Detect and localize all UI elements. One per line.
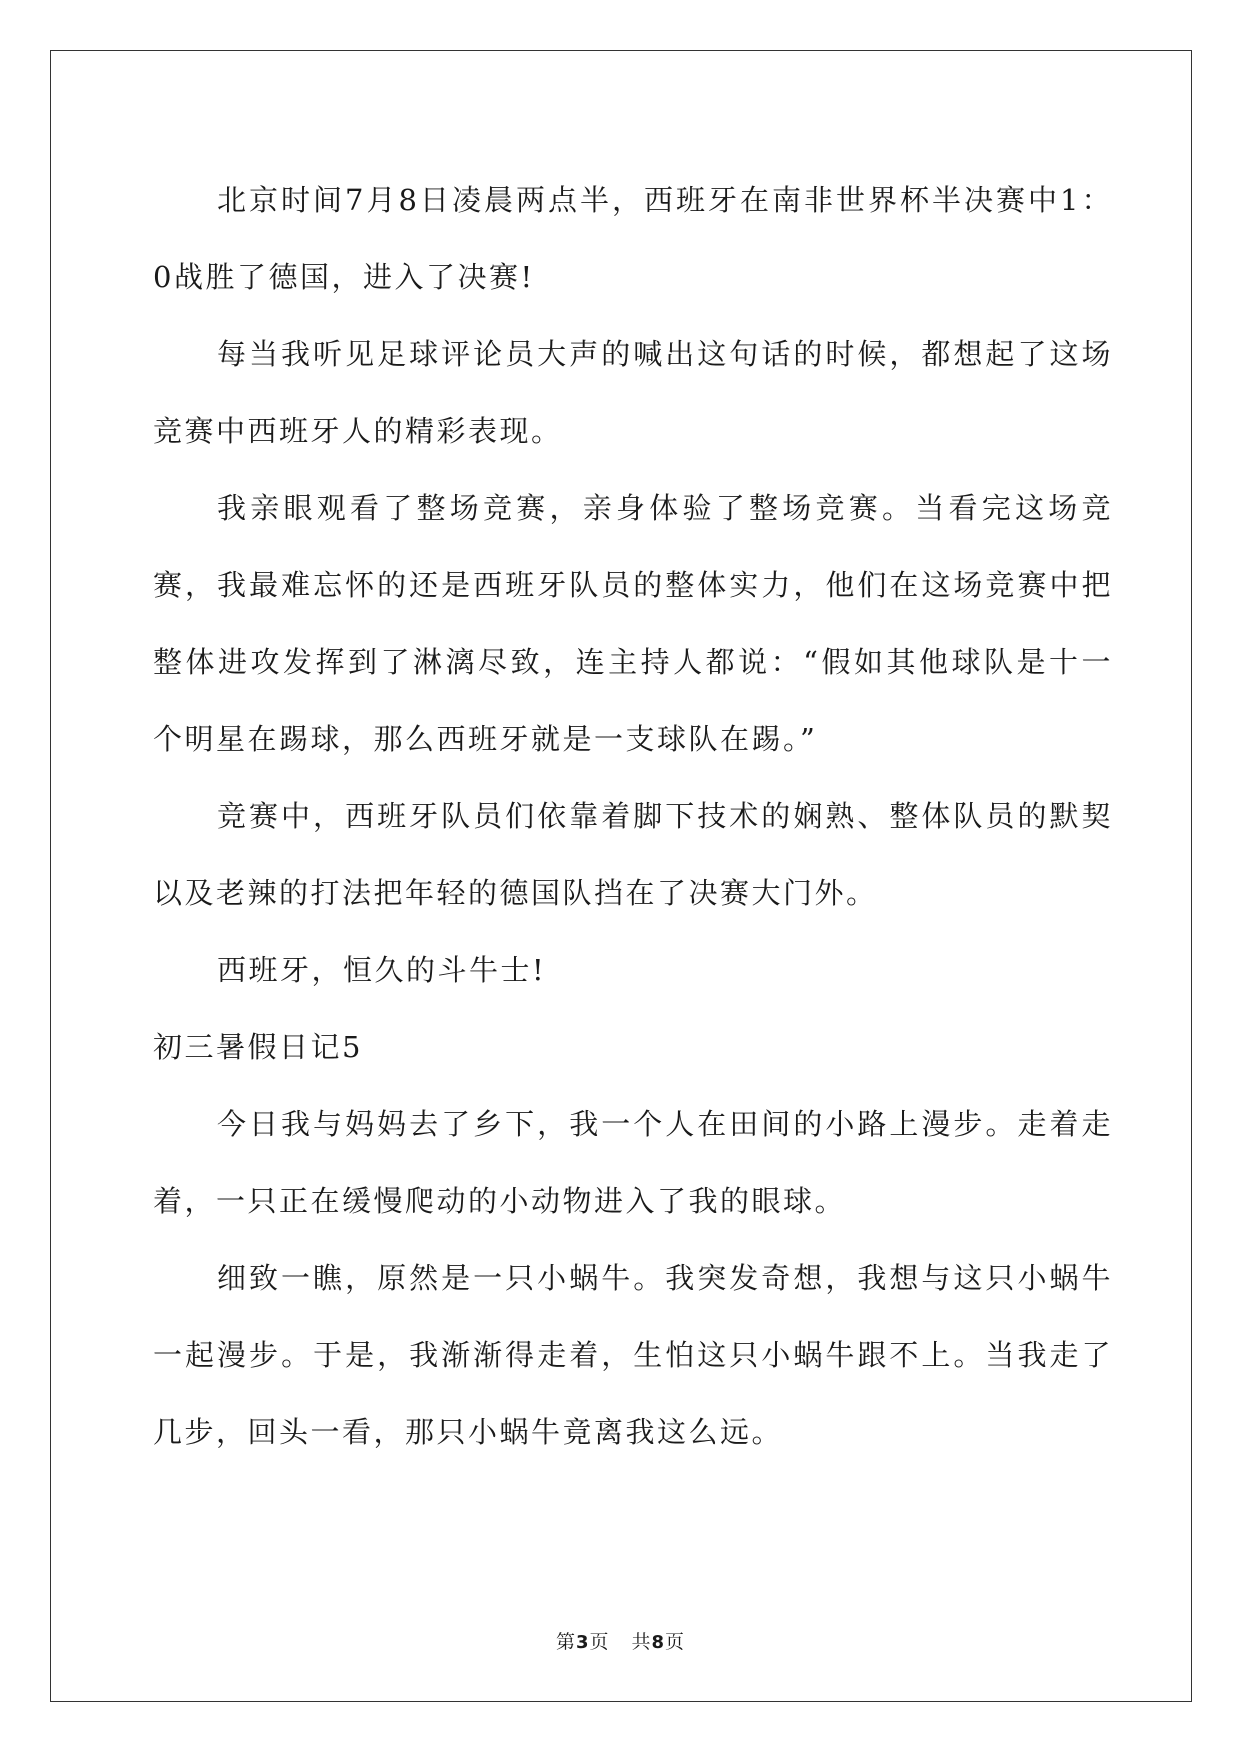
page-footer (0, 1627, 1241, 1654)
paragraph: 细致一瞧，原然是一只小蜗牛。我突发奇想，我想与这只小蜗牛一起漫步。于是，我渐渐得走着，生怕这只小蜗牛跟不上。当我走了几步，回头一看，那只小蜗牛竟离我这么远。 (153, 1261, 1113, 1449)
paragraph: 竞赛中，西班牙队员们依靠着脚下技术的娴熟、整体队员的默契以及老辣的打法把年轻的德国队挡在了决赛大门外。 (153, 799, 1113, 910)
page-label-suffix: 页 (589, 1631, 610, 1653)
total-label-prefix: 共 (631, 1631, 652, 1653)
paragraph: 今日我与妈妈去了乡下，我一个人在田间的小路上漫步。走着走着，一只正在缓慢爬动的小动物进入了我的眼球。 (153, 1107, 1113, 1218)
paragraph: 北京时间7月8日凌晨两点半，西班牙在南非世界杯半决赛中1：0战胜了德国，进入了决赛! (153, 183, 1113, 294)
paragraph: 每当我听见足球评论员大声的喊出这句话的时候，都想起了这场竞赛中西班牙人的精彩表现。 (153, 337, 1113, 448)
total-pages-number: 8 (651, 1632, 666, 1653)
page-label-prefix: 第 (555, 1631, 576, 1653)
paragraph: 我亲眼观看了整场竞赛，亲身体验了整场竞赛。当看完这场竞赛，我最难忘怀的还是西班牙队员的整体实力，他们在这场竞赛中把整体进攻发挥到了淋漓尽致，连主持人都说：“假如其他球队是十一个明星在踢球，那么西班牙就是一支球队在踢。” (153, 491, 1113, 756)
section-heading: 初三暑假日记5 (153, 1030, 363, 1064)
document-body (153, 162, 1113, 1471)
total-label-suffix: 页 (665, 1631, 686, 1653)
current-page-number: 3 (575, 1632, 590, 1653)
paragraph: 西班牙，恒久的斗牛士! (217, 953, 547, 987)
